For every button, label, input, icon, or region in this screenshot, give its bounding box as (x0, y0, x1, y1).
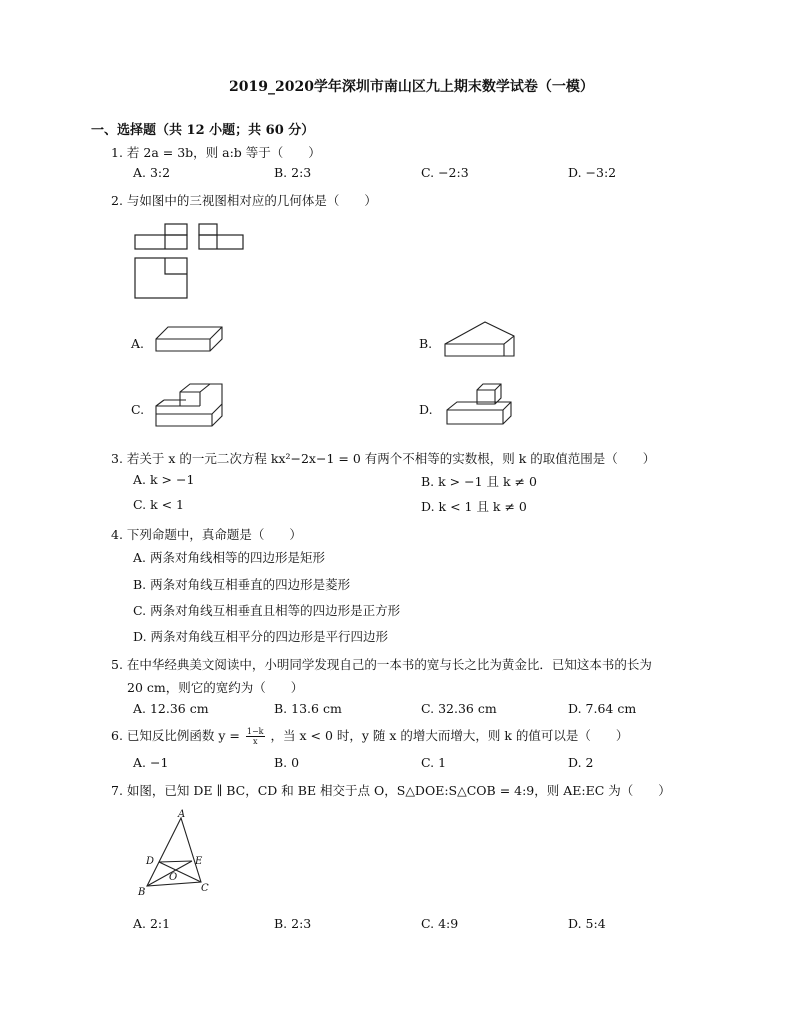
question-4-stem: 4. 下列命题中，真命题是（ ） (111, 527, 302, 542)
question-4-option-d[interactable]: D. 两条对角线互相平分的四边形是平行四边形 (133, 629, 389, 644)
question-5-option-c[interactable]: C. 32.36 cm (421, 701, 497, 716)
question-2-option-c[interactable]: C. (131, 402, 145, 417)
page-title: 2019_2020学年深圳市南山区九上期末数学试卷（一模） (229, 79, 594, 95)
question-1-stem: 1. 若 2a = 3b，则 a:b 等于（ ） (111, 145, 321, 160)
solid-d-box-on-slab (443, 380, 523, 430)
section-heading: 一、选择题（共 12 小题；共 60 分） (91, 123, 315, 138)
vertex-label-b: B (138, 887, 146, 898)
question-6-option-c[interactable]: C. 1 (421, 755, 447, 770)
solid-b-wedge (440, 320, 520, 360)
question-7-option-d[interactable]: D. 5:4 (568, 916, 606, 931)
question-3-stem: 3. 若关于 x 的一元二次方程 kx²−2x−1 = 0 有两个不相等的实数根，则 k 的取值范围是（ ） (111, 451, 656, 466)
question-2-option-a[interactable]: A. (131, 336, 145, 351)
vertex-label-a: A (178, 809, 186, 820)
question-7-stem: 7. 如图，已知 DE ∥ BC，CD 和 BE 相交于点 O，S△DOE:S△COB = 4:9，则 AE:EC 为（ ） (111, 783, 671, 798)
question-6-stem (111, 726, 628, 746)
question-2-option-d[interactable]: D. (419, 402, 433, 417)
question-3-option-b[interactable]: B. k > −1 且 k ≠ 0 (421, 474, 537, 489)
vertex-label-d: D (146, 856, 155, 867)
question-4-option-a[interactable]: A. 两条对角线相等的四边形是矩形 (133, 550, 325, 565)
question-6-option-d[interactable]: D. 2 (568, 755, 594, 770)
question-5-stem-line2: 20 cm，则它的宽约为（ ） (127, 680, 304, 695)
question-6-fraction (246, 727, 265, 746)
question-7-option-b[interactable]: B. 2:3 (274, 916, 312, 931)
solid-c-step (150, 380, 230, 430)
solid-a-flat-box (150, 325, 230, 355)
question-1-option-a[interactable]: A. 3:2 (133, 165, 171, 180)
question-4-option-b[interactable]: B. 两条对角线互相垂直的四边形是菱形 (133, 577, 351, 592)
question-5-stem-line1: 5. 在中华经典美文阅读中，小明同学发现自己的一本书的宽与长之比为黄金比．已知这本书的长为 (111, 657, 652, 672)
question-2-stem: 2. 与如图中的三视图相对应的几何体是（ ） (111, 193, 377, 208)
vertex-label-o: O (169, 872, 178, 883)
question-7-option-c[interactable]: C. 4:9 (421, 916, 459, 931)
question-3-option-c[interactable]: C. k < 1 (133, 497, 185, 512)
question-6-stem-pre: 6. 已知反比例函数 y = (111, 728, 240, 743)
question-5-option-d[interactable]: D. 7.64 cm (568, 701, 637, 716)
question-5-option-b[interactable]: B. 13.6 cm (274, 701, 342, 716)
question-2-option-b[interactable]: B. (419, 336, 433, 351)
question-7-option-a[interactable]: A. 2:1 (133, 916, 171, 931)
question-6-option-a[interactable]: A. −1 (133, 755, 169, 770)
triangle-figure (135, 810, 225, 900)
vertex-label-c: C (201, 883, 209, 894)
fraction-denominator: x (252, 737, 258, 746)
question-3-option-a[interactable]: A. k > −1 (133, 472, 195, 487)
fraction-numerator: 1−k (246, 727, 264, 736)
question-5-option-a[interactable]: A. 12.36 cm (133, 701, 209, 716)
question-6-stem-post: ，当 x < 0 时，y 随 x 的增大而增大，则 k 的值可以是（ ） (270, 728, 629, 743)
vertex-label-e: E (195, 856, 203, 867)
question-1-option-b[interactable]: B. 2:3 (274, 165, 312, 180)
question-1-option-d[interactable]: D. −3:2 (568, 165, 617, 180)
three-view-figure (130, 220, 250, 300)
question-4-option-c[interactable]: C. 两条对角线互相垂直且相等的四边形是正方形 (133, 603, 401, 618)
question-1-option-c[interactable]: C. −2:3 (421, 165, 469, 180)
question-3-option-d[interactable]: D. k < 1 且 k ≠ 0 (421, 499, 527, 514)
question-6-option-b[interactable]: B. 0 (274, 755, 300, 770)
